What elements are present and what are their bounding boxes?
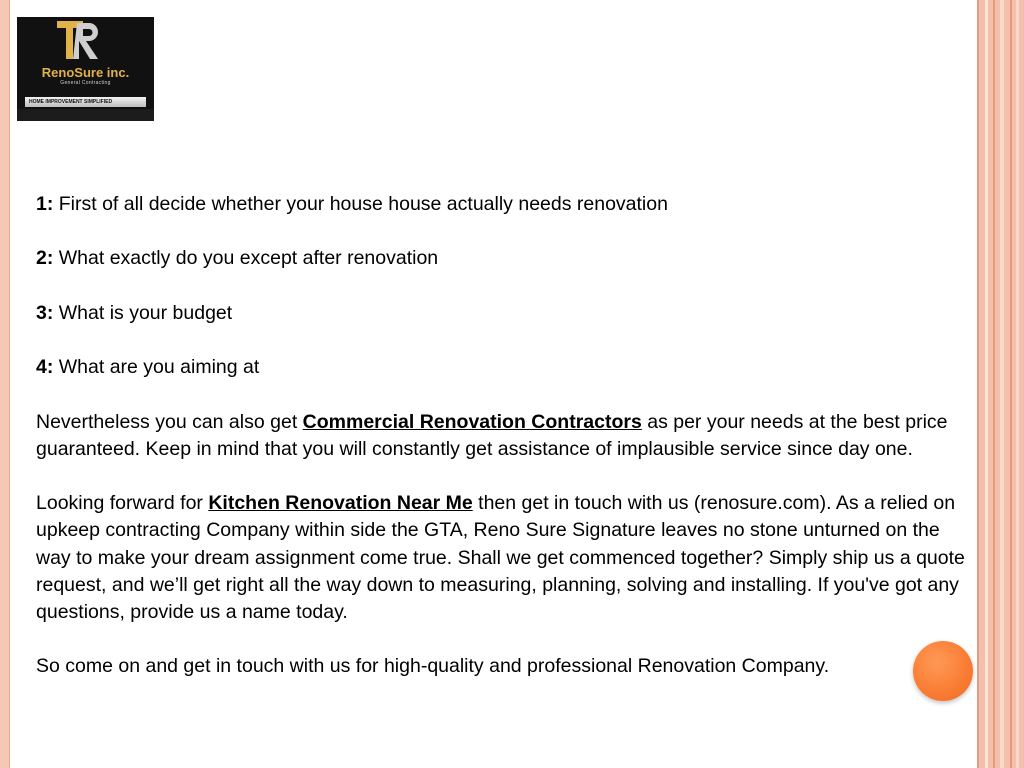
step-item bbox=[36, 245, 976, 272]
step-item bbox=[36, 191, 976, 218]
step-number: 4: bbox=[36, 356, 54, 379]
logo-bottom-strip bbox=[17, 109, 154, 121]
paragraph-text: then get in touch with us (renosure.com). As a relied on upkeep contracting Company within side the GTA, Reno Sure Signature leaves no stone unturned on the way to make your dream assignment come true. Shall we get commenced together? Simply ship us a quote request, and we’ll get right all the way down to measuring, planning, solving and installing. If you've got any questions, provide us a name today. bbox=[36, 492, 965, 623]
step-item bbox=[36, 300, 976, 327]
paragraph-kitchen bbox=[36, 490, 976, 626]
step-number: 2: bbox=[36, 247, 54, 270]
step-text: First of all decide whether your house house actually needs renovation bbox=[53, 193, 668, 215]
logo-tagline-banner: HOME IMPROVEMENT SIMPLIFIED bbox=[25, 97, 146, 107]
paragraph-commercial bbox=[36, 409, 976, 463]
step-item bbox=[36, 354, 976, 381]
logo-subtitle: General Contracting bbox=[60, 80, 111, 86]
company-logo bbox=[17, 17, 154, 121]
step-number: 3: bbox=[36, 301, 54, 324]
left-decorative-line bbox=[9, 0, 10, 768]
paragraph-text: as per your needs at the best price guaranteed. Keep in mind that you will constantly get assistance of implausible service since day one. bbox=[36, 410, 948, 460]
logo-company-name: RenoSure inc. bbox=[41, 65, 130, 80]
kitchen-renovation-link[interactable]: Kitchen Renovation Near Me bbox=[208, 492, 473, 515]
orange-circle-decoration bbox=[913, 641, 973, 701]
tr-monogram-icon bbox=[55, 19, 103, 63]
step-number: 1: bbox=[36, 193, 54, 215]
left-decorative-bar bbox=[0, 0, 9, 768]
commercial-renovation-link[interactable]: Commercial Renovation Contractors bbox=[302, 410, 642, 433]
step-text: What are you aiming at bbox=[53, 356, 260, 379]
paragraph-closing: So come on and get in touch with us for high-quality and professional Renovation Company. bbox=[36, 655, 830, 678]
step-text: What exactly do you except after renovation bbox=[53, 247, 439, 270]
step-text: What is your budget bbox=[53, 301, 233, 324]
paragraph-text: Looking forward for bbox=[36, 492, 209, 515]
paragraph-text: Nevertheless you can also get bbox=[36, 410, 303, 433]
slide-body-text bbox=[36, 191, 976, 708]
